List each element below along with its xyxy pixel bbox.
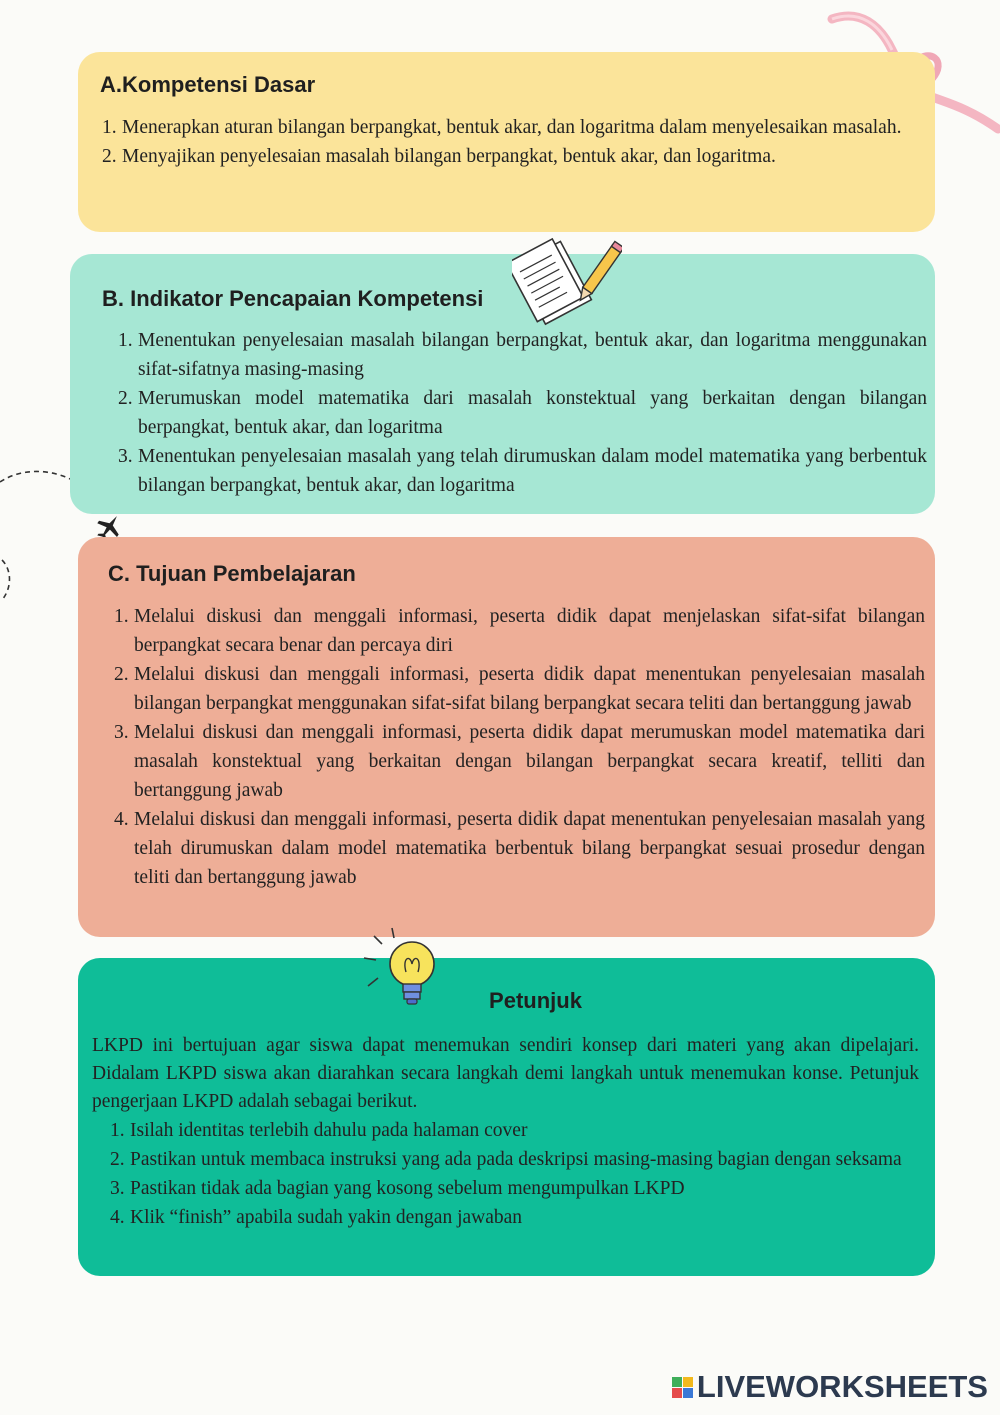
section-a-heading: A.Kompetensi Dasar: [100, 72, 316, 97]
list-item: 3. Pastikan tidak ada bagian yang kosong sebelum mengumpulkan LKPD: [110, 1178, 685, 1199]
list-item: 1. Isilah identitas terlebih dahulu pada halaman cover: [110, 1120, 528, 1141]
list-item: 3. Menentukan penyelesaian masalah yang telah dirumuskan dalam model matematika yang berbentuk bilangan berpangkat, bentuk akar, dan logaritma: [118, 446, 927, 496]
card-indikator: [70, 254, 935, 514]
card-tujuan-pembelajaran: [78, 537, 935, 937]
list-item: 1. Menentukan penyelesaian masalah bilangan berpangkat, bentuk akar, dan logaritma menggunakan sifat-sifatnya masing-masing: [118, 330, 927, 380]
list-item: 1. Menerapkan aturan bilangan berpangkat, bentuk akar, dan logaritma dalam menyelesaikan masalah.: [102, 117, 902, 138]
liveworksheets-logo: [672, 1369, 988, 1405]
section-d-list: [110, 1116, 919, 1232]
list-item: 1. Melalui diskusi dan menggali informasi, peserta didik dapat menjelaskan sifat-sifat bilangan berpangkat secara benar dan percaya diri: [114, 606, 925, 656]
section-c-heading: C. Tujuan Pembelajaran: [108, 561, 356, 586]
lightbulb-icon: [362, 926, 446, 1012]
liveworksheets-logo-icon: [672, 1377, 693, 1398]
list-item: 4. Melalui diskusi dan menggali informasi, peserta didik dapat menentukan penyelesaian masalah yang telah dirumuskan dalam model matematika berbentuk bilang berpangkat sesuai prosedur dengan teliti dan bertanggung jawab: [114, 809, 925, 888]
paper-pencil-icon: [512, 236, 622, 326]
section-d-intro: LKPD ini bertujuan agar siswa dapat menemukan sendiri konsep dari materi yang akan dipelajari. Didalam LKPD siswa akan diarahkan secara langkah demi langkah untuk menemukan konse. Petunjuk pengerjaan LKPD adalah sebagai berikut.: [92, 1035, 919, 1112]
list-item: 2. Merumuskan model matematika dari masalah konstektual yang berkaitan dengan bilangan berpangkat, bentuk akar, dan logaritma: [118, 388, 927, 438]
section-d-heading: Petunjuk: [489, 988, 582, 1013]
section-b-heading: B. Indikator Pencapaian Kompetensi: [102, 286, 484, 311]
list-item: 3. Melalui diskusi dan menggali informasi, peserta didik dapat merumuskan model matematika dari masalah konstektual yang berkaitan dengan bilangan berpangkat secara kreatif, telliti dan bertanggung jawab: [114, 722, 925, 801]
section-b-list: [118, 326, 927, 500]
card-kompetensi-dasar: [78, 52, 935, 232]
list-item: 2. Melalui diskusi dan menggali informasi, peserta didik dapat menentukan penyelesaian masalah bilangan berpangkat menggunakan sifat-sifat bilang berpangkat secara teliti dan bertanggung jawab: [114, 664, 925, 714]
section-c-list: [114, 602, 925, 892]
section-a-list: [102, 113, 913, 171]
card-petunjuk: [78, 958, 935, 1276]
logo-text: LIVEWORKSHEETS: [696, 1369, 988, 1404]
list-item: 2. Pastikan untuk membaca instruksi yang ada pada deskripsi masing-masing bagian dengan seksama: [110, 1149, 902, 1170]
list-item: 4. Klik “finish” apabila sudah yakin dengan jawaban: [110, 1207, 523, 1228]
list-item: 2. Menyajikan penyelesaian masalah bilangan berpangkat, bentuk akar, dan logaritma.: [102, 146, 776, 167]
